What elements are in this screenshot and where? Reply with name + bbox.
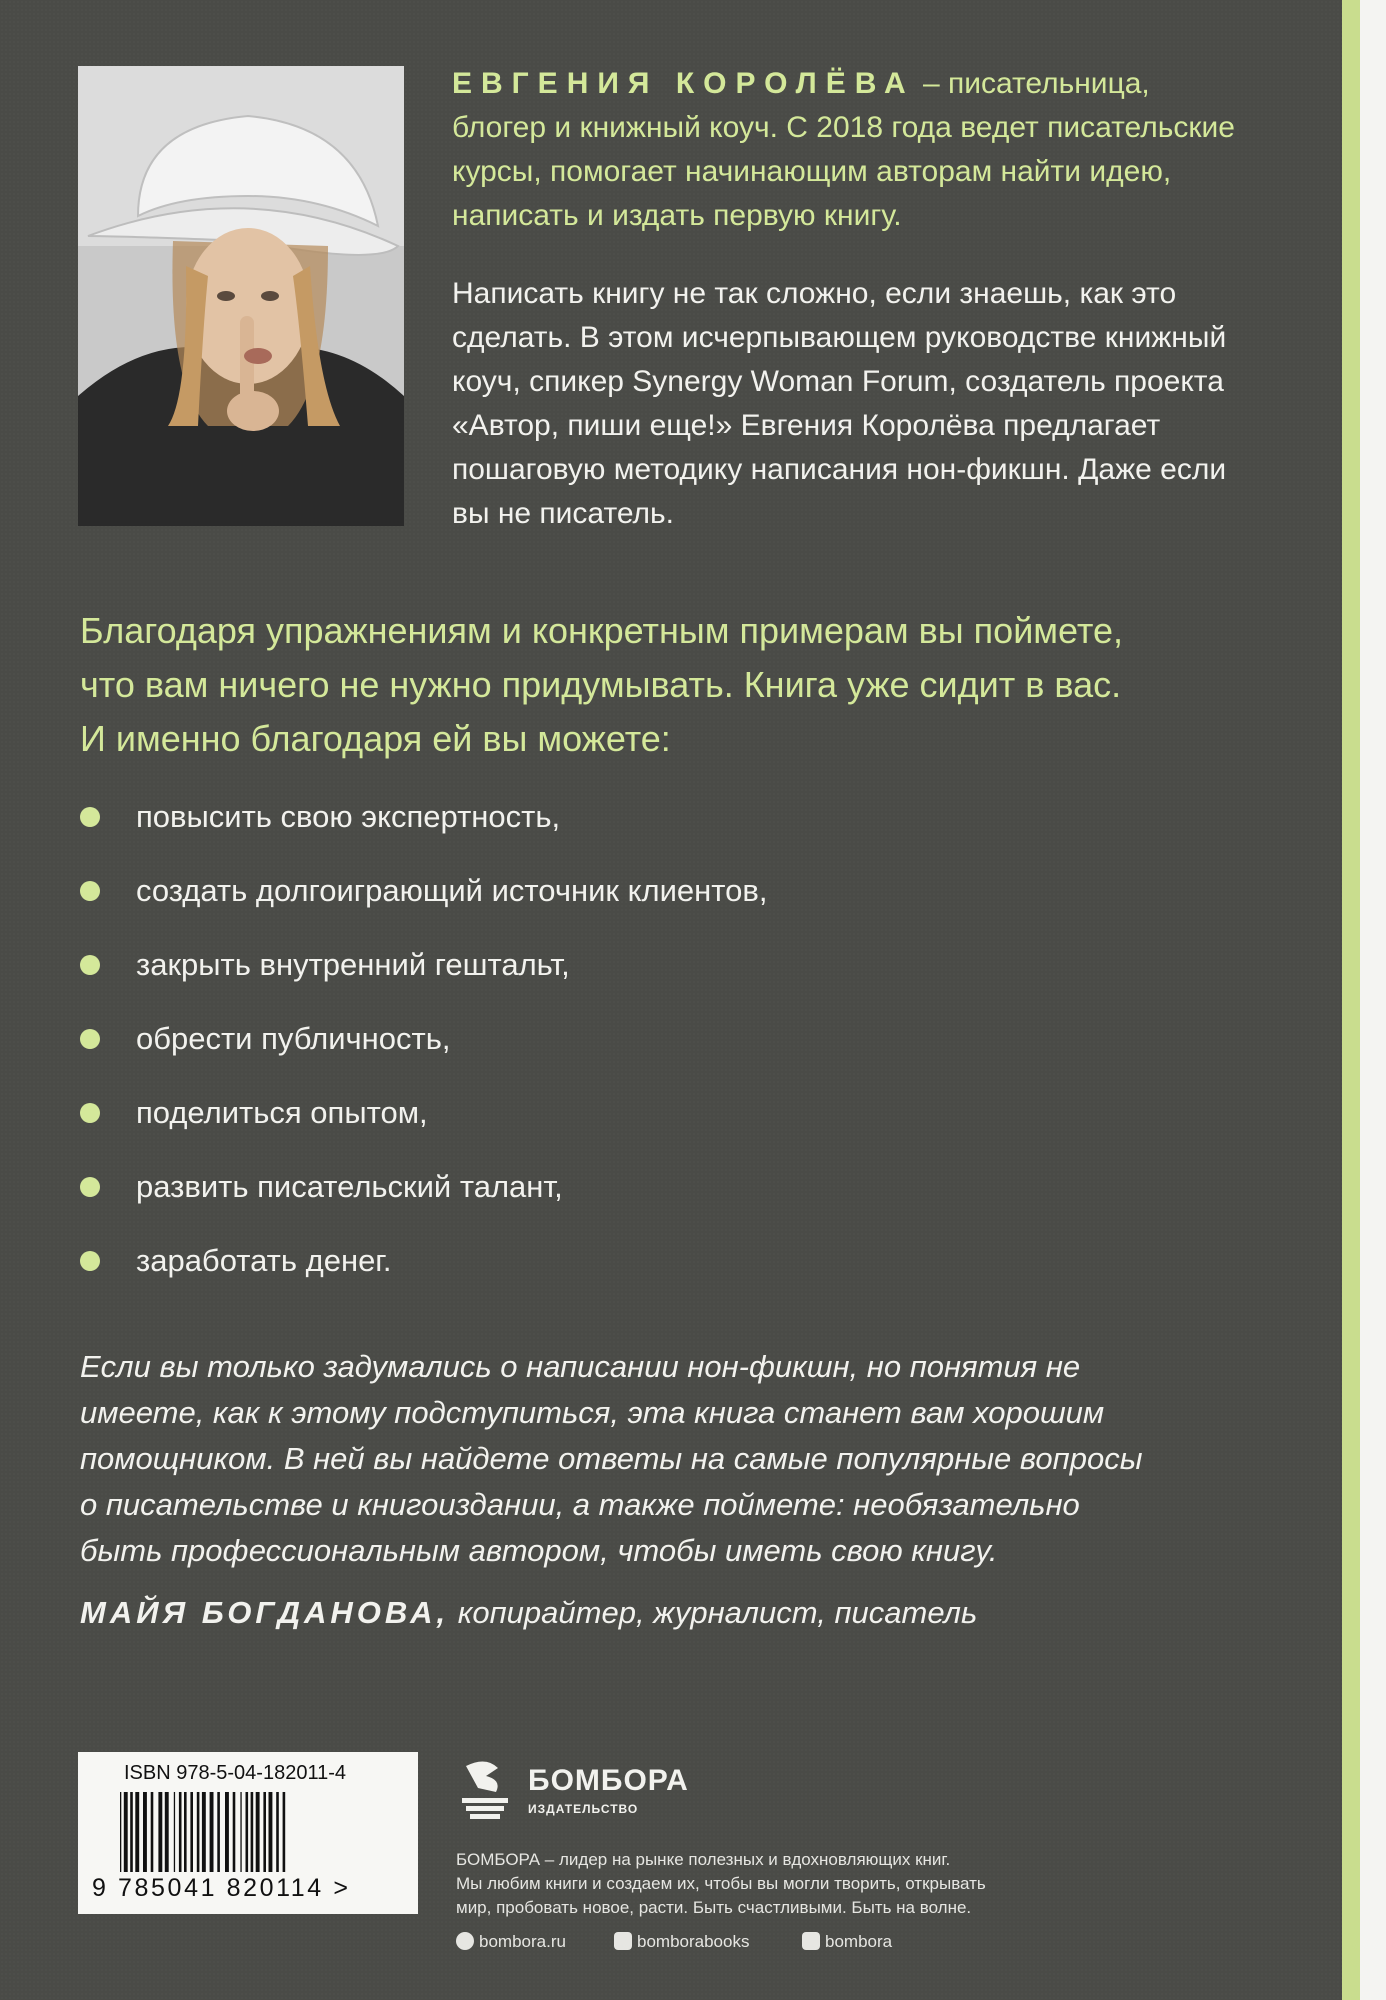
barcode-bar [225,1792,229,1872]
social-label: bombora [825,1932,893,1951]
barcode-bar [256,1792,260,1872]
publisher-description-line: мир, пробовать новое, расти. Быть счастливыми. Быть на волне. [456,1898,972,1917]
quote-line: Если вы только задумались о написании нон-фикшн, но понятия не [80,1349,1081,1384]
publisher-description-line: Мы любим книги и создаем их, чтобы вы могли творить, открывать [456,1874,986,1893]
bullet-dot-icon [80,1251,100,1271]
description-line: «Автор, пиши еще!» Евгения Королёва предлагает [452,409,1161,442]
lead-paragraph [80,604,1320,766]
author-photo [78,66,404,526]
bullet-dot-icon [80,1103,100,1123]
author-intro-line: блогер и книжный коуч. С 2018 года ведет писательские [452,111,1235,144]
barcode-bar [143,1792,147,1872]
barcode-bar [130,1792,133,1872]
description-line: сделать. В этом исчерпывающем руководстве книжный [452,321,1227,354]
benefit-text: повысить свою экспертность, [136,799,561,834]
benefit-text: обрести публичность, [136,1021,451,1056]
quote-line: помощником. В ней вы найдете ответы на самые популярные вопросы [80,1441,1143,1476]
social-website[interactable] [456,1930,566,1954]
review-quote [80,1344,1280,1574]
description-line: вы не писатель. [452,497,675,530]
barcode-bar [124,1792,128,1872]
description-line: пошаговую методику написания нон-фикшн. Даже если [452,453,1227,486]
barcode-bar [202,1792,206,1872]
social-vk[interactable] [614,1930,749,1954]
bullet-dot-icon [80,1177,100,1197]
benefit-item [80,1234,1280,1308]
quote-author-role: копирайтер, журналист, писатель [457,1595,978,1630]
quote-line: о писательстве и книгоиздании, а также поймете: необязательно [80,1487,1080,1522]
lead-line: что вам ничего не нужно придумывать. Книга уже сидит в вас. [80,664,1122,705]
barcode-bar [151,1792,154,1872]
benefit-text: заработать денег. [136,1243,392,1278]
barcode-bar [240,1792,241,1872]
barcode-bar [174,1792,175,1872]
barcode-bar [165,1792,169,1872]
benefit-text: создать долгоиграющий источник клиентов, [136,873,768,908]
barcode-bar [217,1792,220,1872]
description-line: коуч, спикер Synergy Woman Forum, создатель проекта [452,365,1224,398]
bullet-dot-icon [80,807,100,827]
social-label: bomborabooks [637,1932,750,1951]
barcode-bar [210,1792,214,1872]
barcode-label [78,1752,418,1914]
benefit-item [80,938,1280,1012]
barcode-bar [190,1792,193,1872]
benefit-item [80,790,1280,864]
benefit-text: закрыть внутренний гештальт, [136,947,570,982]
spine-edge [1342,0,1360,2000]
author-intro [452,106,1312,238]
benefit-item [80,1160,1280,1234]
ean-digits: 9 785041 820114 > [92,1874,351,1902]
barcode-bar [233,1792,236,1872]
publisher-subtitle: ИЗДАТЕЛЬСТВО [528,1802,639,1816]
author-intro-line: курсы, помогает начинающим авторам найти идею, [452,155,1172,188]
bullet-dot-icon [80,1029,100,1049]
benefit-item [80,1086,1280,1160]
social-label: bombora.ru [479,1932,566,1951]
barcode-bar [120,1792,121,1872]
author-intro-first-line [452,62,1312,106]
author-intro-suffix: – писательница, [922,67,1150,100]
bullet-dot-icon [80,881,100,901]
telegram-icon [802,1932,820,1950]
publisher-socials [456,1930,1076,1956]
isbn-number: ISBN 978-5-04-182011-4 [124,1762,346,1784]
barcode-bar [179,1792,182,1872]
barcode-bar [197,1792,200,1872]
quote-line: имеете, как к этому подступиться, эта книга станет вам хорошим [80,1395,1105,1430]
social-telegram[interactable] [802,1930,892,1954]
publisher-name: БОМБОРА [528,1764,689,1797]
benefit-item [80,1012,1280,1086]
benefit-text: развить писательский талант, [136,1169,563,1204]
author-portrait-illustration [78,66,404,526]
lead-line: И именно благодаря ей вы можете: [80,718,671,759]
barcode-bar [283,1792,286,1872]
benefits-list [80,790,1280,1308]
bullet-dot-icon [80,955,100,975]
barcode-bar [269,1792,273,1872]
quote-line: быть профессиональным автором, чтобы иметь свою книгу. [80,1533,998,1568]
benefit-item [80,864,1280,938]
quote-author-name: МАЙЯ БОГДАНОВА, [80,1595,450,1630]
vk-icon [614,1932,632,1950]
benefit-text: поделиться опытом, [136,1095,428,1130]
globe-icon [456,1932,474,1950]
barcode-bar [276,1792,279,1872]
quote-attribution [80,1590,1280,1636]
bombora-logo-icon [456,1756,516,1826]
barcode-bar [184,1792,187,1872]
publisher-description [456,1848,1076,1920]
barcode-bars [120,1792,380,1872]
author-intro-line: написать и издать первую книгу. [452,199,902,232]
barcode-bar [263,1792,266,1872]
publisher-description-line: БОМБОРА – лидер на рынке полезных и вдохновляющих книг. [456,1850,951,1869]
description-line: Написать книгу не так сложно, если знаешь, как это [452,277,1177,310]
barcode-bar [135,1792,139,1872]
barcode-bar [246,1792,249,1872]
author-name: ЕВГЕНИЯ КОРОЛЁВА [452,67,915,100]
book-description [452,272,1252,536]
lead-line: Благодаря упражнениям и конкретным примерам вы поймете, [80,610,1123,651]
barcode-bar [251,1792,254,1872]
barcode-bar [158,1792,162,1872]
